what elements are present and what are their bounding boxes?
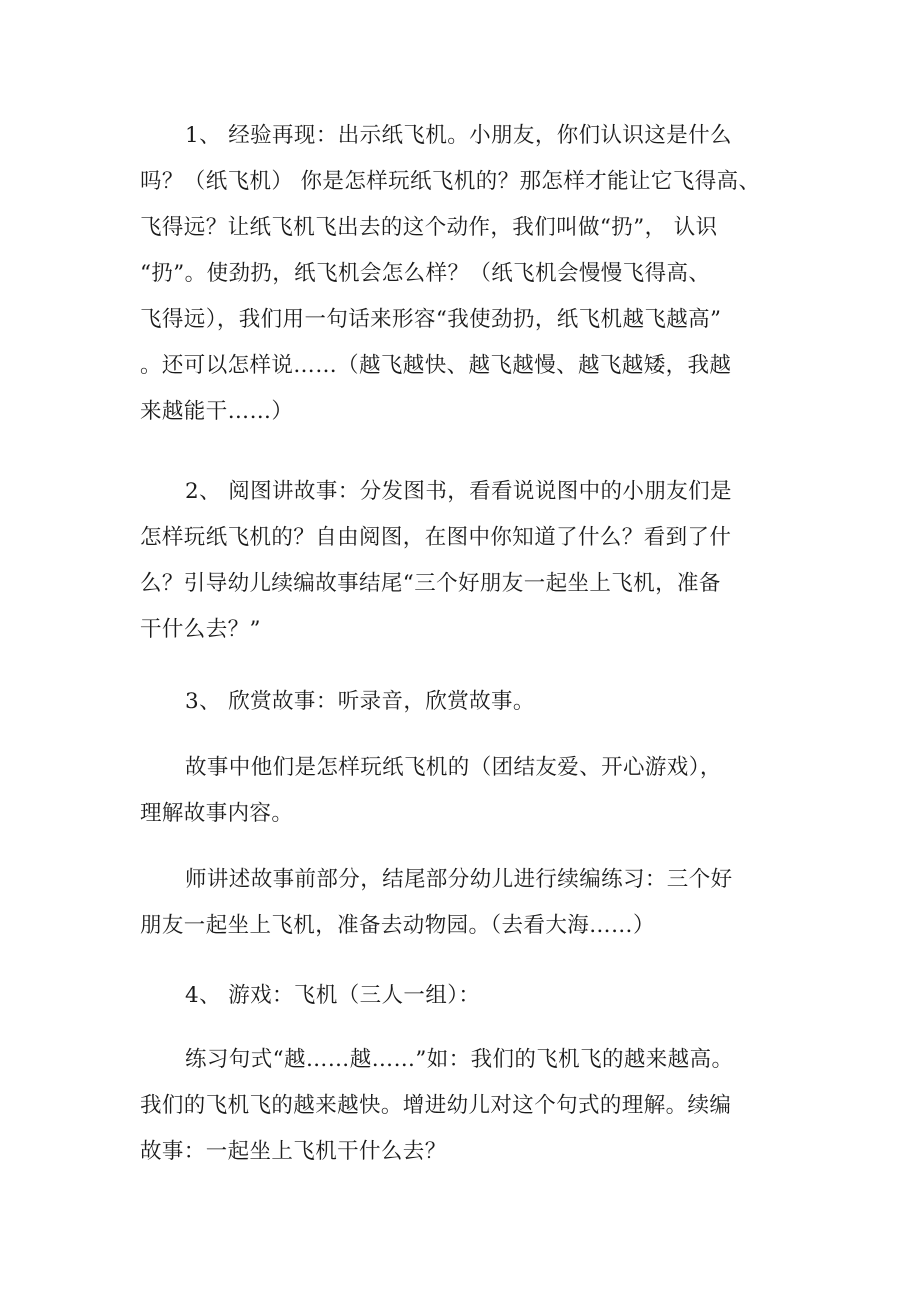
paragraph-line: “扔”。使劲扔，纸飞机会怎么样？（纸飞机会慢慢飞得高、 — [140, 261, 711, 286]
paragraph-line: 2、 阅图讲故事：分发图书，看看说说图中的小朋友们是 — [185, 479, 732, 504]
paragraph-line: 1、 经验再现：出示纸飞机。小朋友，你们认识这是什么 — [185, 123, 732, 148]
paragraph-line: 吗？（纸飞机） 你是怎样玩纸飞机的？那怎样才能让它飞得高、 — [140, 169, 761, 194]
paragraph-line: 故事：一起坐上飞机干什么去？ — [140, 1139, 447, 1164]
paragraph-line: 干什么去？” — [140, 617, 261, 642]
paragraph-line: 我们的飞机飞的越来越快。增进幼儿对这个句式的理解。续编 — [140, 1093, 732, 1118]
paragraph-line: 故事中他们是怎样玩纸飞机的（团结友爱、开心游戏）， — [185, 755, 722, 780]
paragraph-line: 飞得远？让纸飞机飞出去的这个动作，我们叫做“扔”， 认识 — [140, 215, 718, 240]
paragraph-line: 练习句式“越……越……”如：我们的飞机飞的越来越高。 — [185, 1047, 734, 1072]
paragraph-line: 来越能干……） — [140, 399, 294, 424]
paragraph-line: 怎样玩纸飞机的？自由阅图，在图中你知道了什么？看到了什 — [140, 525, 732, 550]
paragraph-line: 3、 欣赏故事：听录音，欣赏故事。 — [185, 689, 535, 714]
paragraph-line: 飞得远），我们用一句话来形容“我使劲扔，纸飞机越飞越高” — [140, 307, 722, 332]
paragraph-line: 4、 游戏：飞机（三人一组）： — [185, 983, 481, 1008]
paragraph-line: 师讲述故事前部分，结尾部分幼儿进行续编练习：三个好 — [185, 867, 733, 892]
paragraph-line: 。还可以怎样说……（越飞越快、越飞越慢、越飞越矮，我越 — [140, 353, 732, 378]
paragraph-line: 么？引导幼儿续编故事结尾“三个好朋友一起坐上飞机，准备 — [140, 571, 721, 596]
paragraph-line: 朋友一起坐上飞机，准备去动物园。（去看大海……） — [140, 913, 655, 938]
paragraph-line: 理解故事内容。 — [140, 801, 294, 826]
